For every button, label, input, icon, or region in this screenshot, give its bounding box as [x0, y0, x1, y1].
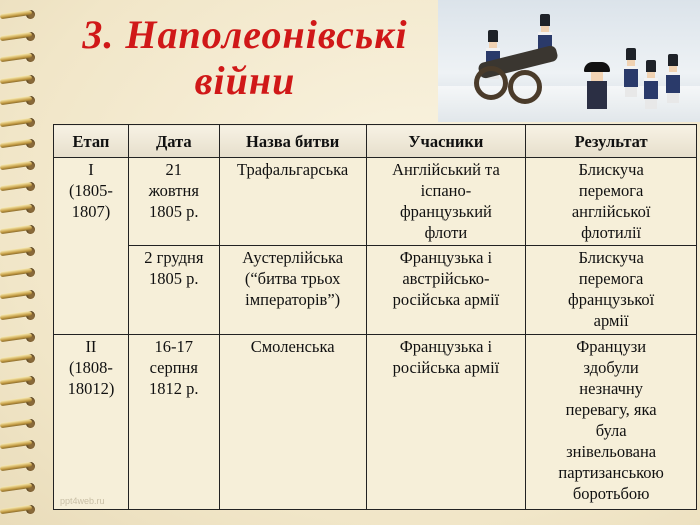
- spiral-ring: [0, 8, 40, 22]
- date-cell: 2 грудня 1805 р.: [128, 246, 219, 335]
- napoleonic-soldiers-illustration: [438, 0, 700, 122]
- result-cell: Блискуча перемога англійської флотилії: [526, 158, 697, 246]
- table-row: [54, 246, 697, 335]
- slide-title: [60, 12, 430, 104]
- participants-cell: Французька і австрійсько- російська армії: [366, 246, 526, 335]
- participants-cell: Французька і російська армії: [366, 335, 526, 510]
- spiral-ring: [0, 266, 40, 280]
- header-date: Дата: [128, 125, 219, 158]
- spiral-ring: [0, 417, 40, 431]
- spiral-ring: [0, 481, 40, 495]
- spiral-ring: [0, 94, 40, 108]
- spiral-ring: [0, 288, 40, 302]
- battle-cell: Трафальгарська: [219, 158, 366, 246]
- header-result: Результат: [526, 125, 697, 158]
- soldier-figure: [624, 48, 638, 97]
- result-cell: Блискуча перемога французької армії: [526, 246, 697, 335]
- spiral-ring: [0, 309, 40, 323]
- spiral-ring: [0, 30, 40, 44]
- spiral-ring: [0, 352, 40, 366]
- watermark: ppt4web.ru: [60, 496, 105, 506]
- soldier-figure: [666, 54, 680, 103]
- spiral-ring: [0, 202, 40, 216]
- spiral-ring: [0, 503, 40, 517]
- stage-cell: I (1805- 1807): [54, 158, 129, 335]
- table-row: [54, 158, 697, 246]
- spiral-ring: [0, 180, 40, 194]
- date-cell: 16-17 серпня 1812 р.: [128, 335, 219, 510]
- spiral-ring: [0, 137, 40, 151]
- napoleon-figure: [584, 62, 610, 109]
- title-line-2: війни: [194, 58, 296, 103]
- stage-cell: II (1808- 18012): [54, 335, 129, 510]
- spiral-ring: [0, 116, 40, 130]
- spiral-ring: [0, 438, 40, 452]
- spiral-ring: [0, 374, 40, 388]
- soldier-figure: [644, 60, 658, 109]
- table-header-row: [54, 125, 697, 158]
- battle-cell: Аустерлійська (“битва трьох імператорів”): [219, 246, 366, 335]
- participants-cell: Англійський та іспано- французький флоти: [366, 158, 526, 246]
- napoleonic-wars-table: [53, 124, 697, 510]
- spiral-ring: [0, 460, 40, 474]
- spiral-binding: [0, 0, 48, 525]
- date-cell: 21 жовтня 1805 р.: [128, 158, 219, 246]
- spiral-ring: [0, 51, 40, 65]
- header-participants: Учасники: [366, 125, 526, 158]
- result-cell: Французи здобули незначну перевагу, яка була знівельована партизанською боротьбою: [526, 335, 697, 510]
- spiral-ring: [0, 73, 40, 87]
- spiral-ring: [0, 395, 40, 409]
- battle-cell: Смоленська: [219, 335, 366, 510]
- spiral-ring: [0, 159, 40, 173]
- header-battle-name: Назва битви: [219, 125, 366, 158]
- title-line-1: 3. Наполеонівські: [82, 12, 408, 57]
- spiral-ring: [0, 245, 40, 259]
- spiral-ring: [0, 223, 40, 237]
- spiral-ring: [0, 331, 40, 345]
- table-row: [54, 335, 697, 510]
- header-stage: Етап: [54, 125, 129, 158]
